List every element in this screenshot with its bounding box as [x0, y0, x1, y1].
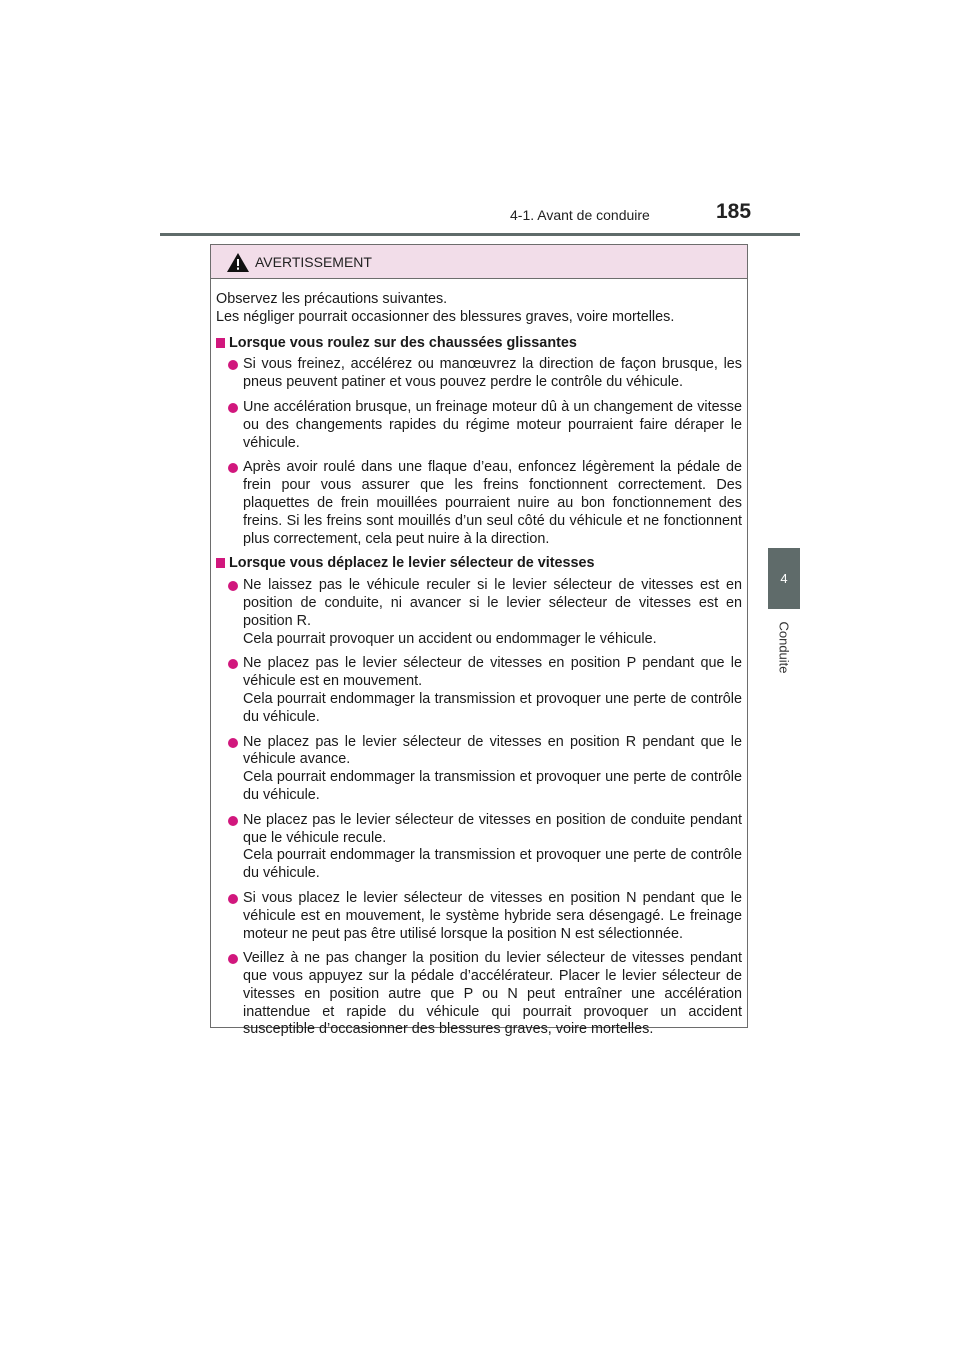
- square-bullet-icon: [216, 338, 225, 348]
- list-item: [216, 890, 742, 943]
- list-item: [216, 459, 742, 548]
- section-title-text: Lorsque vous déplacez le levier sélecteur de vitesses: [229, 555, 595, 572]
- list-item: [216, 356, 742, 392]
- circle-bullet-icon: [228, 816, 238, 826]
- list-item-text: Si vous placez le levier sélecteur de vitesses en position N pendant que le véhicule est en mouvement, le système hybride sera désengagé. Le freinage moteur ne peut pas être utilisé lorsque la position N est sélectionnée.: [243, 889, 742, 942]
- chapter-tab[interactable]: [768, 548, 800, 609]
- warning-triangle-icon: [227, 253, 249, 277]
- circle-bullet-icon: [228, 659, 238, 669]
- circle-bullet-icon: [228, 954, 238, 964]
- list-item-note: Cela pourrait endommager la transmission et provoquer une perte de contrôle du véhicule.: [243, 769, 742, 803]
- list-item-text: Une accélération brusque, un freinage moteur dû à un changement de vitesse ou des changements rapides du régime moteur pourraient faire déraper le véhicule.: [243, 398, 742, 451]
- list-item-text: Ne placez pas le levier sélecteur de vitesses en position P pendant que le véhicule est en mouvement.: [243, 655, 742, 690]
- warning-title: AVERTISSEMENT: [255, 254, 372, 270]
- section-title: [216, 335, 742, 353]
- page-number: 185: [716, 200, 752, 223]
- circle-bullet-icon: [228, 581, 238, 591]
- circle-bullet-icon: [228, 403, 238, 413]
- section-title-text: Lorsque vous roulez sur des chaussées glissantes: [229, 334, 577, 351]
- list-item-text: Après avoir roulé dans une flaque d’eau, enfoncez légèrement la pédale de frein pour vous assurer que les freins fonctionnent correctement. Des plaquettes de frein mouillées pourraient nuire au bon fonctionnement des freins. Si les freins sont mouillés d’un seul côté du véhicule et ne fonctionnent plus correctement, cela peut nuire à la direction.: [243, 459, 742, 547]
- circle-bullet-icon: [228, 360, 238, 370]
- intro-line: Les négliger pourrait occasionner des blessures graves, voire mortelles.: [216, 308, 675, 325]
- section-title: [216, 555, 742, 573]
- chapter-number: 4: [780, 571, 788, 586]
- header-rule: [160, 233, 800, 236]
- list-item-text: Ne placez pas le levier sélecteur de vitesses en position R pendant que le véhicule avance.: [243, 733, 742, 768]
- circle-bullet-icon: [228, 894, 238, 904]
- warning-intro: [216, 291, 742, 327]
- circle-bullet-icon: [228, 463, 238, 473]
- list-item-note: Cela pourrait endommager la transmission et provoquer une perte de contrôle du véhicule.: [243, 690, 742, 725]
- list-item: [216, 655, 742, 726]
- warning-body: [211, 279, 747, 1039]
- list-item-note: Cela pourrait provoquer un accident ou endommager le véhicule.: [243, 630, 657, 647]
- header-section-title: 4-1. Avant de conduire: [510, 207, 650, 223]
- chapter-label-text: Conduite: [776, 620, 792, 674]
- list-item: [216, 950, 742, 1039]
- list-item-text: Si vous freinez, accélérez ou manœuvrez la direction de façon brusque, les pneus peuvent patiner et vous pouvez perdre le contrôle du véhicule.: [243, 356, 742, 391]
- intro-line: Observez les précautions suivantes.: [216, 291, 448, 307]
- list-item-text: Veillez à ne pas changer la position du levier sélecteur de vitesses pendant que vous appuyez sur la pédale d’accélérateur. Placer le levier sélecteur de vitesses en position autre que P ou N peut entraîner une accélération inattendue et rapide du véhicule qui pourrait provoquer un accident susceptible d’occasionner des blessures graves, voire mortelles.: [243, 950, 742, 1038]
- square-bullet-icon: [216, 558, 225, 568]
- list-item: [216, 577, 742, 648]
- circle-bullet-icon: [228, 738, 238, 748]
- list-item: [216, 399, 742, 452]
- list-item-text: Ne placez pas le levier sélecteur de vitesses en position de conduite pendant que le véhicule recule.: [243, 811, 742, 846]
- chapter-label: [768, 617, 800, 677]
- list-item: [216, 734, 742, 805]
- warning-header: [211, 245, 747, 279]
- list-item-text: Ne laissez pas le véhicule reculer si le levier sélecteur de vitesses est en position de conduite, ni avancer si le levier sélecteur de vitesses est en position R.: [243, 577, 742, 629]
- warning-box: [210, 244, 748, 1038]
- list-item: [216, 812, 742, 883]
- list-item-note: Cela pourrait endommager la transmission et provoquer une perte de contrôle du véhicule.: [243, 847, 742, 882]
